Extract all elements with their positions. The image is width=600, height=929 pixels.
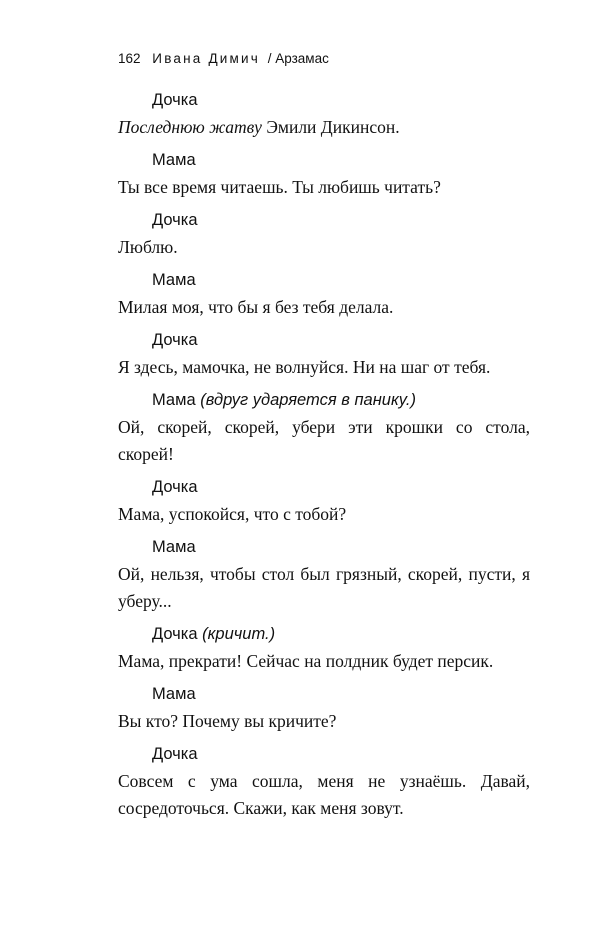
speaker-line <box>118 534 530 561</box>
speech-text: Милая моя, что бы я без тебя делала. <box>118 297 394 317</box>
dialogue-entry <box>118 267 530 321</box>
dialogue-entry <box>118 327 530 381</box>
speaker-line <box>118 207 530 234</box>
speaker-name: Мама <box>152 151 196 169</box>
dialogue-entry <box>118 87 530 141</box>
speaker-line <box>118 267 530 294</box>
dialogue-entry <box>118 741 530 822</box>
speaker-name: Мама <box>152 271 196 289</box>
dialogue-entry <box>118 207 530 261</box>
stage-direction: (вдруг ударяется в панику.) <box>200 391 416 409</box>
speaker-line <box>118 87 530 114</box>
speaker-name: Мама <box>152 391 196 409</box>
speaker-name: Дочка <box>152 625 198 643</box>
dialogue <box>118 87 530 828</box>
speech-text: Ой, нельзя, чтобы стол был грязный, скорей, пусти, я уберу... <box>118 564 530 611</box>
speech-text: Я здесь, мамочка, не волнуйся. Ни на шаг от тебя. <box>118 357 491 377</box>
publisher-name: / Арзамас <box>267 51 329 66</box>
running-head <box>118 51 329 67</box>
speech-text: Мама, прекрати! Сейчас на полдник будет персик. <box>118 651 494 671</box>
speaker-line <box>118 741 530 768</box>
author-name: Ивана Димич <box>152 51 260 66</box>
speaker-line <box>118 387 530 414</box>
speech-text: Ой, скорей, скорей, убери эти крошки со стола, скорей! <box>118 417 530 464</box>
speaker-line <box>118 621 530 648</box>
speaker-line <box>118 681 530 708</box>
speaker-line <box>118 474 530 501</box>
stage-direction: (кричит.) <box>202 625 276 643</box>
speech-text <box>118 114 530 141</box>
speaker-name: Дочка <box>152 331 198 349</box>
speech-text: Ты все время читаешь. Ты любишь читать? <box>118 177 441 197</box>
speaker-line <box>118 147 530 174</box>
speech-text: Совсем с ума сошла, меня не узнаёшь. Давай, сосредоточься. Скажи, как меня зовут. <box>118 771 530 818</box>
dialogue-entry <box>118 681 530 735</box>
speaker-name: Дочка <box>152 91 198 109</box>
speech-text: Мама, успокойся, что с тобой? <box>118 504 347 524</box>
speech-plain: Эмили Дикинсон. <box>261 117 400 137</box>
dialogue-entry <box>118 387 530 468</box>
speaker-name: Дочка <box>152 478 198 496</box>
dialogue-entry <box>118 474 530 528</box>
speech-text: Вы кто? Почему вы кричите? <box>118 711 337 731</box>
speaker-name: Мама <box>152 685 196 703</box>
speaker-line <box>118 327 530 354</box>
dialogue-entry <box>118 621 530 675</box>
dialogue-entry <box>118 534 530 615</box>
dialogue-entry <box>118 147 530 201</box>
speaker-name: Дочка <box>152 745 198 763</box>
speech-italic: Последнюю жатву <box>118 117 262 137</box>
page-number: 162 <box>118 51 141 66</box>
speaker-name: Мама <box>152 538 196 556</box>
speaker-name: Дочка <box>152 211 198 229</box>
speech-text: Люблю. <box>118 237 178 257</box>
